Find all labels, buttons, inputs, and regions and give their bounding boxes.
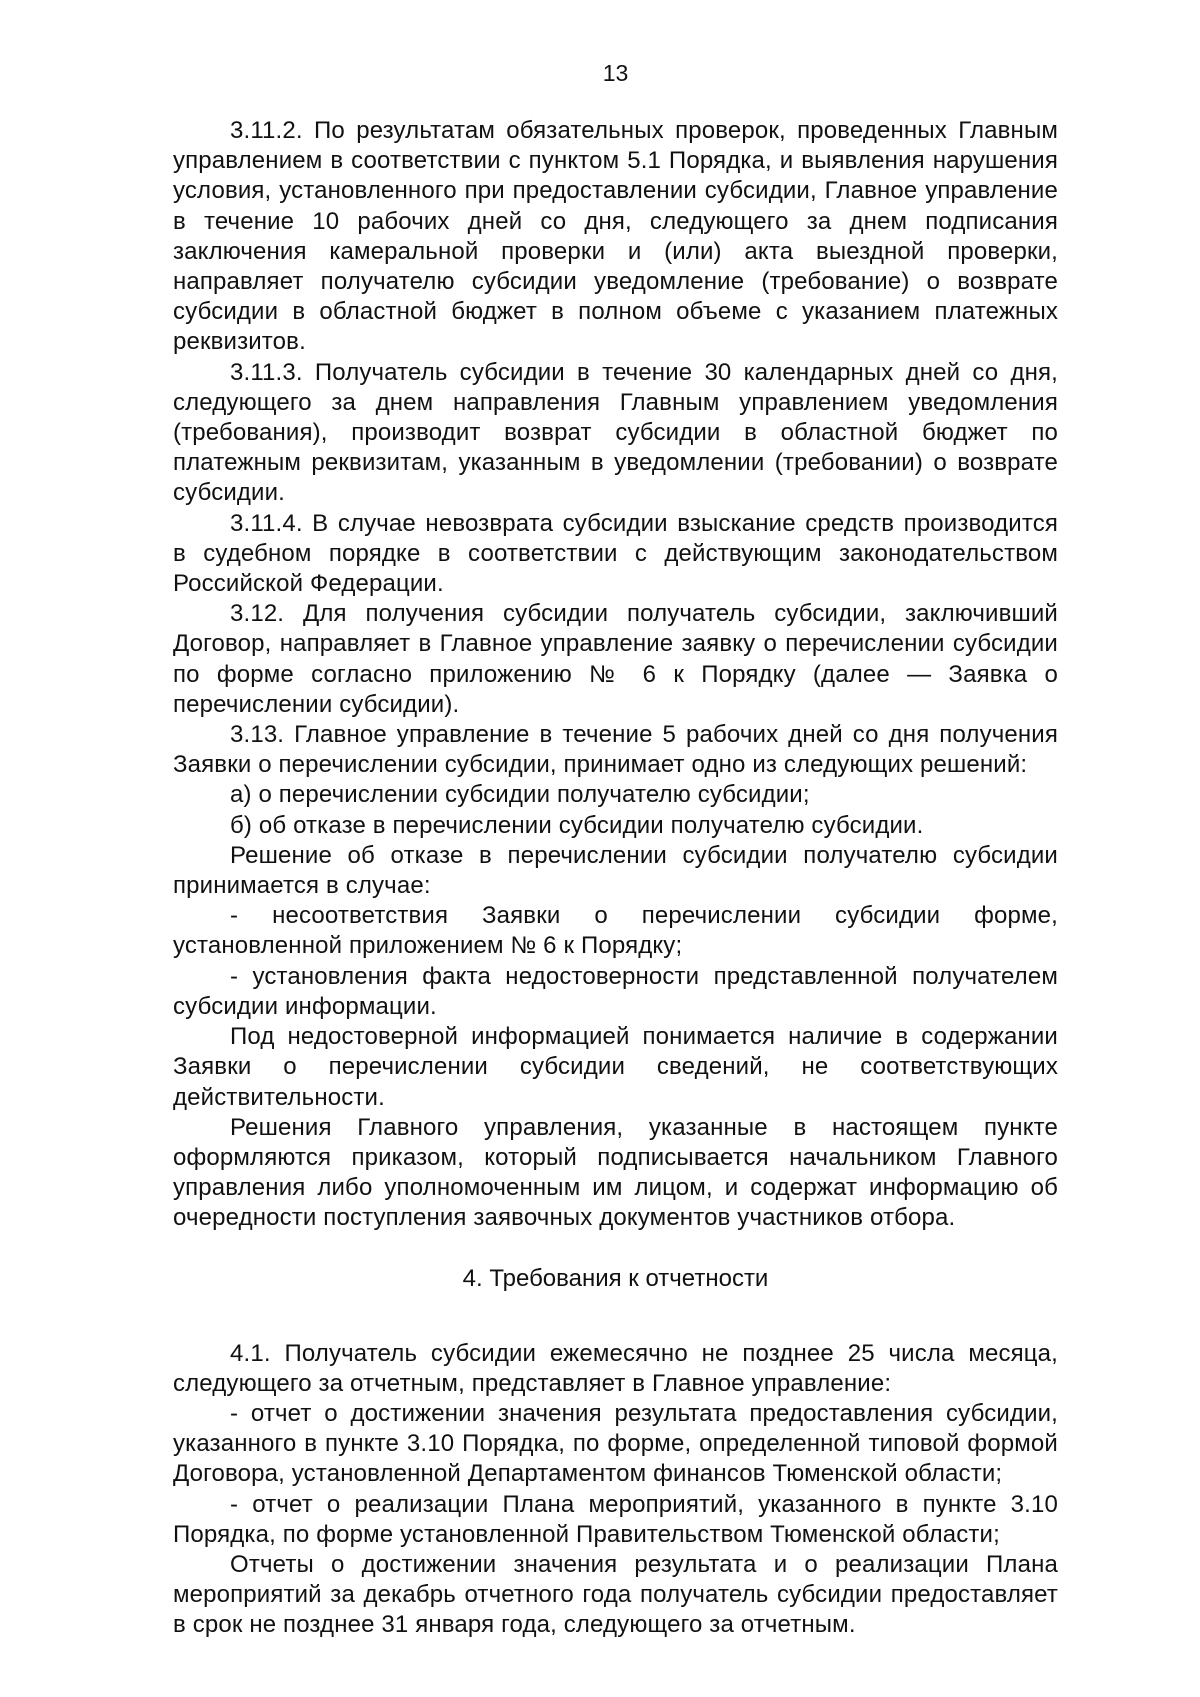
section-4-heading: 4. Требования к отчетности	[462, 1264, 769, 1292]
list-item-a: а) о перечислении субсидии получателю субсидии;	[230, 781, 810, 809]
paragraph-unreliable-definition: Под недостоверной информацией понимается наличие в содержании Заявки о перечислении субсидии сведений, не соответствующих действительности.	[173, 1023, 1058, 1111]
list-item-unreliable: - установления факта недостоверности представленной получателем субсидии информации.	[173, 962, 1058, 1020]
list-item-plan-report: - отчет о реализации Плана мероприятий, указанного в пункте 3.10 Порядка, по форме установленной Правительством Тюменской области;	[173, 1490, 1058, 1548]
paragraph-3-11-4: 3.11.4. В случае невозврата субсидии взыскание средств производится в судебном порядке в соответствии с действующим законодательством Российской Федерации.	[173, 509, 1058, 598]
section-3-body	[173, 116, 1058, 1234]
section-4-body	[173, 1339, 1058, 1641]
paragraph-3-11-2: 3.11.2. По результатам обязательных проверок, проведенных Главным управлением в соответствии с пунктом 5.1 Порядка, и выявления нарушения условия, установленного при предоставлении субсидии, Главное управление в течение 10 рабочих дней со дня, следующего за днем подписания заключения камеральной проверки и (или) акта выездной проверки, направляет получателю субсидии уведомление (требование) о возврате субсидии в областной бюджет в полном объеме с указанием платежных реквизитов.	[173, 117, 1058, 356]
page-number: 13	[602, 60, 629, 86]
paragraph-refusal-decision: Решение об отказе в перечислении субсидии получателю субсидии принимается в случае:	[173, 841, 1058, 900]
paragraph-3-13: 3.13. Главное управление в течение 5 рабочих дней со дня получения Заявки о перечислении субсидии, принимает одно из следующих решений:	[173, 721, 1058, 779]
list-item-mismatch: - несоответствия Заявки о перечислении субсидии форме, установленной приложением № 6 к Порядку;	[173, 902, 1058, 960]
list-item-result-report: - отчет о достижении значения результата предоставления субсидии, указанного в пункте 3.10 Порядка, по форме, определенной типовой формой Договора, установленной Департаментом финансов Тюменской области;	[173, 1399, 1058, 1488]
paragraph-december-reports: Отчеты о достижении значения результата и о реализации Плана мероприятий за декабрь отчетного года получатель субсидии предоставляет в срок не позднее 31 января года, следующего за отчетным.	[173, 1550, 1058, 1639]
list-item-b: б) об отказе в перечислении субсидии получателю субсидии.	[230, 811, 924, 839]
paragraph-decisions: Решения Главного управления, указанные в настоящем пункте оформляются приказом, который подписывается начальником Главного управления либо уполномоченным им лицом, и содержат информацию об очередности поступления заявочных документов участников отбора.	[173, 1113, 1058, 1232]
paragraph-4-1: 4.1. Получатель субсидии ежемесячно не позднее 25 числа месяца, следующего за отчетным, представляет в Главное управление:	[173, 1339, 1058, 1397]
paragraph-3-11-3: 3.11.3. Получатель субсидии в течение 30 календарных дней со дня, следующего за днем направления Главным управлением уведомления (требования), производит возврат субсидии в областной бюджет по платежным реквизитам, указанным в уведомлении (требовании) о возврате субсидии.	[173, 358, 1058, 507]
paragraph-3-12: 3.12. Для получения субсидии получатель субсидии, заключивший Договор, направляет в Главное управление заявку о перечислении субсидии по форме согласно приложению № 6 к Порядку (далее — Заявка о перечислении субсидии).	[173, 600, 1058, 718]
